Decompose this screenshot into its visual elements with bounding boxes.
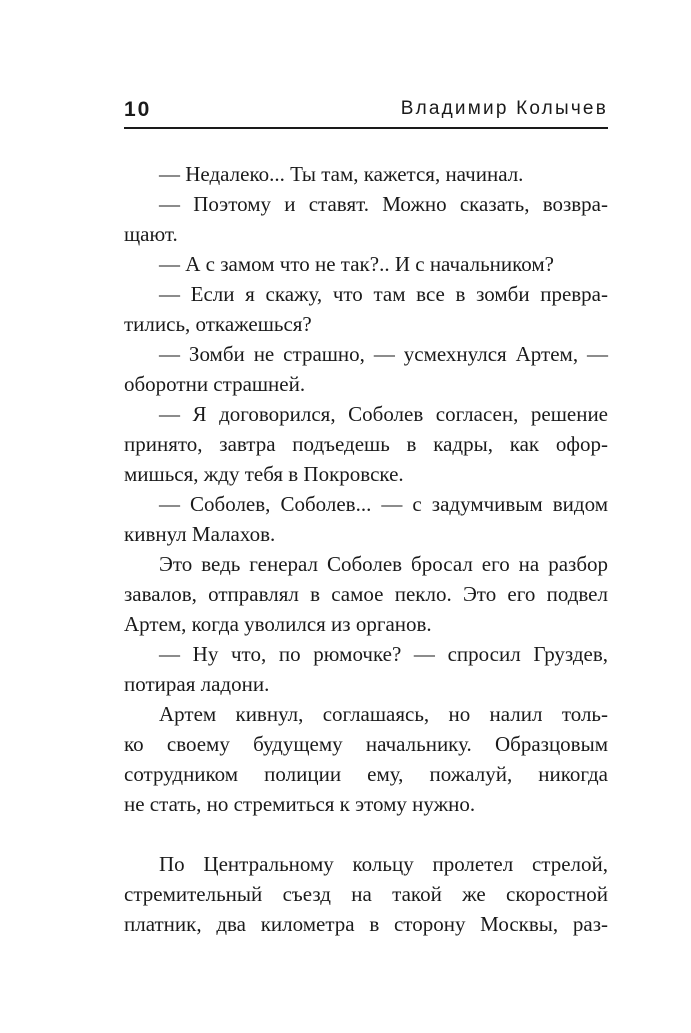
text-line: — Поэтому и ставят. Можно сказать, возвра- [159,192,608,216]
text-line: — Если я скажу, что там все в зомби превра- [159,282,608,306]
page-number: 10 [124,98,152,121]
text-line: стремительный съезд на такой же скоростной [124,882,608,906]
text-line: платник, два километра в сторону Москвы, раз- [124,912,608,936]
text-line: принято, завтра подъедешь в кадры, как офор- [124,432,608,456]
text-line: потирая ладони. [124,672,270,696]
text-line: ко своему будущему начальнику. Образцовым [124,732,608,756]
text-line: — Недалеко... Ты там, кажется, начинал. [159,162,524,186]
text-line: Это ведь генерал Соболев бросал его на разбор [159,552,608,576]
text-line: По Центральному кольцу пролетел стрелой, [159,852,608,876]
text-line: — Я договорился, Соболев согласен, решение [159,402,608,426]
header-rule [124,127,608,129]
section-break [124,819,608,849]
text-line: щают. [124,222,178,246]
text-line: Артем, когда уволился из органов. [124,612,432,636]
text-line: завалов, отправлял в самое пекло. Это его подвел [124,582,608,606]
text-line: оборотни страшней. [124,372,306,396]
text-line: не стать, но стремиться к этому нужно. [124,792,476,816]
text-line: — Соболев, Соболев... — с задумчивым видом [159,492,608,516]
text-line: — Ну что, по рюмочке? — спросил Груздев, [159,642,608,666]
text-line: тились, откажешься? [124,312,312,336]
text-line: сотрудником полиции ему, пожалуй, никогда [124,762,608,786]
running-head-author: Владимир Колычев [400,98,608,119]
page-header [124,98,608,128]
text-line: мишься, жду тебя в Покровске. [124,462,404,486]
text-line: кивнул Малахов. [124,522,276,546]
text-line: Артем кивнул, соглашаясь, но налил толь- [159,702,608,726]
text-line: — А с замом что не так?.. И с начальником? [159,252,554,276]
body-text [124,159,608,939]
text-line: — Зомби не страшно, — усмехнулся Артем, — [159,342,608,366]
